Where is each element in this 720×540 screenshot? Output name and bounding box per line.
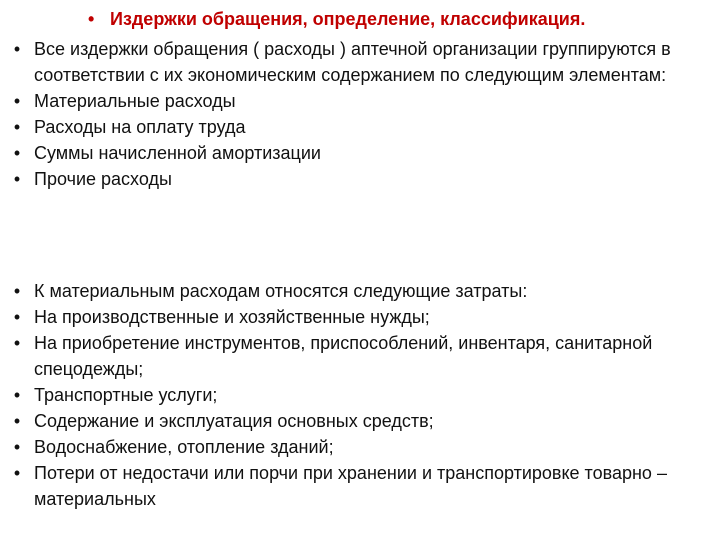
list-item xyxy=(10,382,700,408)
list-item-text: Водоснабжение, отопление зданий; xyxy=(34,437,334,457)
list-item-text: Транспортные услуги; xyxy=(34,385,218,405)
bullet-icon: • xyxy=(13,143,21,163)
expense-elements-list xyxy=(10,36,700,192)
list-item-text: На приобретение инструментов, приспособлений, инвентаря, санитарной спецодежды; xyxy=(34,333,653,379)
list-item xyxy=(10,408,700,434)
list-item-text: Материальные расходы xyxy=(34,91,236,111)
bullet-icon: • xyxy=(13,463,21,483)
bullet-icon: • xyxy=(13,39,21,59)
bullet-icon: • xyxy=(13,169,21,189)
list-item xyxy=(10,36,700,88)
list-item-text: Прочие расходы xyxy=(34,169,172,189)
bullet-icon: • xyxy=(13,411,21,431)
list-item-text: На производственные и хозяйственные нужды; xyxy=(34,307,430,327)
list-item xyxy=(10,166,700,192)
slide-title xyxy=(88,8,708,30)
list-item xyxy=(10,278,700,304)
title-bullet: • xyxy=(88,9,95,29)
list-item xyxy=(10,114,700,140)
list-item xyxy=(10,434,700,460)
bullet-icon: • xyxy=(13,385,21,405)
list-item-text: Суммы начисленной амортизации xyxy=(34,143,321,163)
list-item xyxy=(10,88,700,114)
bullet-icon: • xyxy=(13,307,21,327)
material-expenses-list xyxy=(10,278,700,512)
list-item-text: Все издержки обращения ( расходы ) аптечной организации группируются в соответствии с их экономическим содержанием по следующим элементам: xyxy=(34,39,671,85)
list-item xyxy=(10,304,700,330)
bullet-icon: • xyxy=(13,117,21,137)
bullet-icon: • xyxy=(13,281,21,301)
bullet-icon: • xyxy=(13,91,21,111)
list-item xyxy=(10,330,700,382)
bullet-icon: • xyxy=(13,333,21,353)
list-item xyxy=(10,460,700,512)
list-item-text: Расходы на оплату труда xyxy=(34,117,246,137)
title-text: Издержки обращения, определение, классификация. xyxy=(110,9,586,29)
bullet-icon: • xyxy=(13,437,21,457)
list-item xyxy=(10,140,700,166)
list-item-text: Потери от недостачи или порчи при хранении и транспортировке товарно – материальных xyxy=(34,463,667,509)
list-item-text: К материальным расходам относятся следующие затраты: xyxy=(34,281,528,301)
list-item-text: Содержание и эксплуатация основных средств; xyxy=(34,411,434,431)
